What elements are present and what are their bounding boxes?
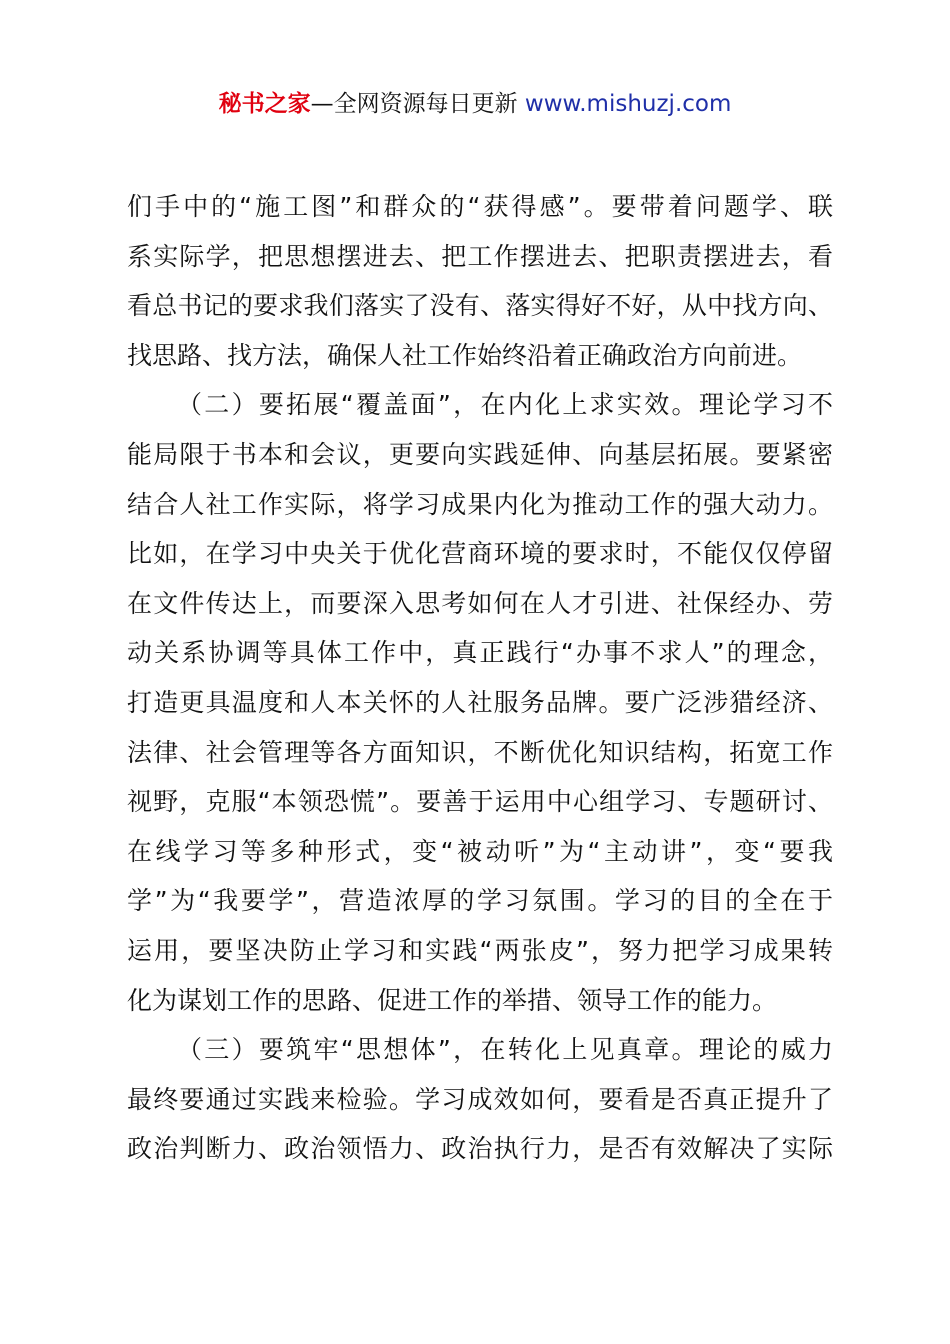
text-line: 看总书记的要求我们落实了没有、落实得好不好，从中找方向、 [127, 291, 833, 321]
text-line: 学”为“我要学”，营造浓厚的学习氛围。学习的目的全在于 [127, 886, 833, 916]
document-body [127, 182, 833, 1174]
page-header [0, 86, 950, 122]
text-line: 在文件传达上，而要深入思考如何在人才引进、社保经办、劳 [127, 588, 833, 618]
text-line: 能局限于书本和会议，更要向实践延伸、向基层拓展。要紧密 [127, 439, 833, 469]
text-line: 最终要通过实践来检验。学习成效如何，要看是否真正提升了 [127, 1084, 833, 1114]
text-line: 政治判断力、政治领悟力、政治执行力，是否有效解决了实际 [127, 1134, 833, 1164]
text-line: 们手中的“施工图”和群众的“获得感”。要带着问题学、联 [127, 192, 833, 221]
text-line: 动关系协调等具体工作中，真正践行“办事不求人”的理念， [127, 638, 833, 668]
text-line: 运用，要坚决防止学习和实践“两张皮”，努力把学习成果转 [127, 935, 833, 965]
paragraph-start-line: （二）要拓展“覆盖面”，在内化上求实效。理论学习不 [177, 390, 833, 420]
text-line: 系实际学，把思想摆进去、把工作摆进去、把职责摆进去，看 [127, 241, 833, 271]
text-line: 化为谋划工作的思路、促进工作的举措、领导工作的能力。 [127, 985, 778, 1015]
brand-name: 秘书之家 [218, 91, 311, 117]
text-line: 视野，克服“本领恐慌”。要善于运用中心组学习、专题研讨、 [127, 787, 833, 817]
text-line: 找思路、找方法，确保人社工作始终沿着正确政治方向前进。 [127, 340, 803, 370]
text-line: 结合人社工作实际，将学习成果内化为推动工作的强大动力。 [127, 489, 833, 519]
text-line: 在线学习等多种形式，变“被动听”为“主动讲”，变“要我 [127, 836, 833, 866]
text-line: 法律、社会管理等各方面知识，不断优化知识结构，拓宽工作 [127, 737, 833, 767]
header-tagline: —全网资源每日更新 [310, 91, 525, 117]
paragraph-start-line: （三）要筑牢“思想体”，在转化上见真章。理论的威力 [177, 1035, 833, 1065]
text-line: 打造更具温度和人本关怀的人社服务品牌。要广泛涉猎经济、 [127, 687, 833, 717]
website-link[interactable]: www.mishuzj.com [524, 91, 732, 117]
text-line: 比如，在学习中央关于优化营商环境的要求时，不能仅仅停留 [127, 539, 833, 569]
